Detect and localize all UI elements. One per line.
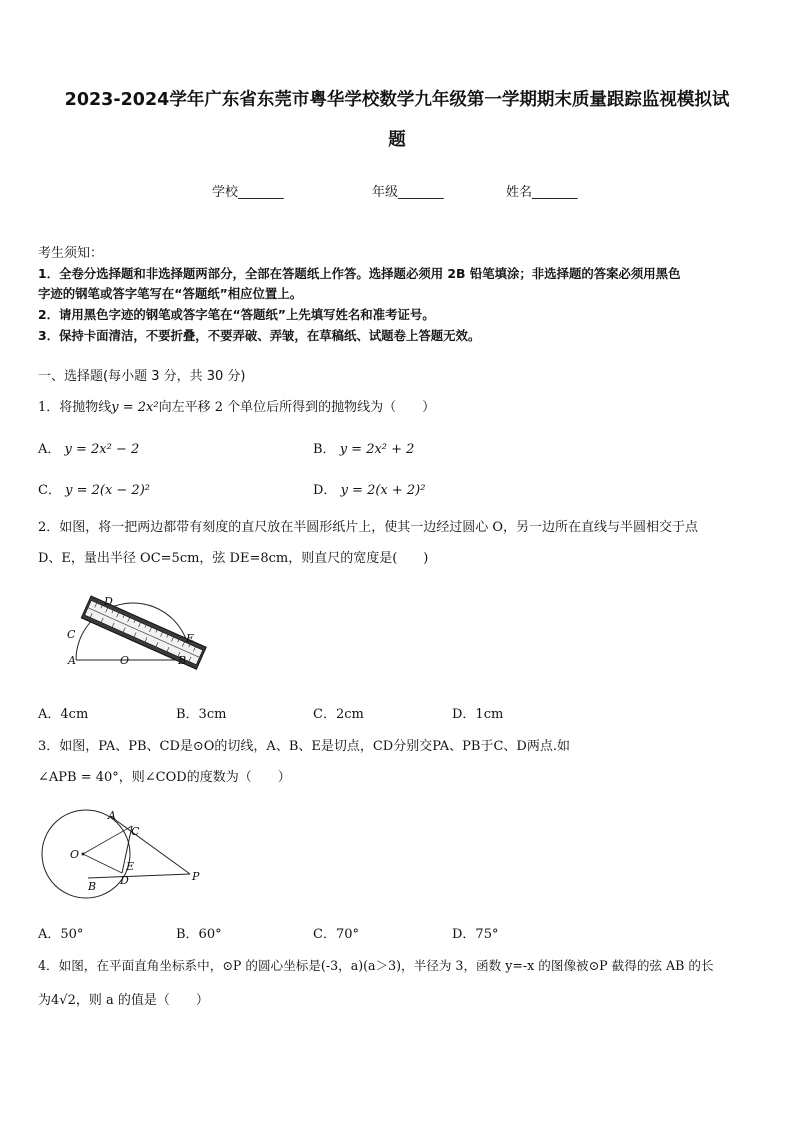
label-D: D (120, 874, 129, 887)
q1-option-a[interactable]: A． y = 2x² − 2 (38, 442, 140, 457)
question-2: 2．如图，将一把两边都带有刻度的直尺放在半圆形纸片上，使其一边经过圆心 O，另一边所在直线与半圆相交于点 (38, 520, 699, 535)
q1-prefix: 1．将抛物线 (38, 400, 112, 415)
segment-OD (83, 854, 122, 873)
grade-field[interactable]: 年级_______ (372, 185, 444, 200)
label-D: D (104, 595, 113, 608)
q1-option-b[interactable]: B． y = 2x² + 2 (313, 442, 415, 457)
q2-option-b[interactable]: B．3cm (176, 707, 227, 722)
q1-option-c[interactable]: C． y = 2(x − 2)² (38, 483, 150, 498)
label-E: E (186, 632, 195, 645)
page-title-continued: 题 (388, 130, 406, 150)
question-2-cont: D、E，量出半径 OC=5cm，弦 DE=8cm，则直尺的宽度是( ) (38, 551, 429, 566)
circle-O (42, 810, 130, 898)
question-4: 4．如图，在平面直角坐标系中，⊙P 的圆心坐标是(-3，a)(a＞3)，半径为 3，函数 y=-x 的图像被⊙P 截得的弦 AB 的长 (38, 958, 714, 973)
notice-item-1: 1．全卷分选择题和非选择题两部分，全部在答题纸上作答。选择题必须用 2B 铅笔填涂；非选择题的答案必须用黑色 (38, 266, 681, 281)
q3-option-d[interactable]: D．75° (452, 927, 499, 942)
notice-heading: 考生须知： (38, 246, 104, 261)
label-P: P (192, 870, 200, 883)
question-3: 3．如图，PA、PB、CD是⊙O的切线，A、B、E是切点，CD分别交PA、PB于C、D两点.如 (38, 739, 570, 754)
q1-expression: y = 2x² (111, 400, 159, 415)
q3-figure (38, 808, 213, 893)
q3-option-c[interactable]: C．70° (313, 927, 359, 942)
label-O: O (120, 654, 130, 667)
label-C: C (131, 825, 140, 838)
question-4-cont: 为4√2，则 a 的值是（ ） (38, 993, 209, 1008)
q1-suffix: 向左平移 2 个单位后所得到的抛物线为（ ） (158, 400, 436, 415)
q3-option-a[interactable]: A．50° (38, 927, 84, 942)
tangent-PB (88, 874, 190, 878)
notice-item-1-cont: 字迹的钢笔或答字笔写在“答题纸”相应位置上。 (38, 286, 303, 301)
q2-option-c[interactable]: C．2cm (313, 707, 364, 722)
label-C: C (67, 628, 76, 641)
notice-item-2: 2．请用黑色字迹的钢笔或答字笔在“答题纸”上先填写姓名和准考证号。 (38, 307, 435, 322)
q2-option-a[interactable]: A．4cm (38, 707, 89, 722)
section-heading: 一、选择题(每小题 3 分，共 30 分) (38, 369, 246, 384)
label-O: O (70, 848, 80, 861)
q1-option-d[interactable]: D． y = 2(x + 2)² (313, 483, 426, 498)
label-A: A (108, 809, 116, 822)
page-title: 2023-2024学年广东省东莞市粤华学校数学九年级第一学期期末质量跟踪监视模拟试 (64, 90, 730, 110)
school-field[interactable]: 学校_______ (212, 185, 284, 200)
label-B: B (178, 654, 187, 667)
q2-option-d[interactable]: D．1cm (452, 707, 504, 722)
tangent-PA (110, 816, 190, 874)
q4-chord-length: 4√2 (51, 993, 76, 1008)
question-1 (38, 399, 435, 417)
question-3-cont: ∠APB = 40°，则∠COD的度数为（ ） (38, 770, 291, 785)
label-E: E (126, 860, 135, 873)
student-info-fields (0, 181, 794, 201)
q3-option-b[interactable]: B．60° (176, 927, 222, 942)
label-B: B (88, 880, 97, 893)
name-field[interactable]: 姓名_______ (506, 185, 578, 200)
q2-figure (62, 594, 222, 684)
segment-OC (83, 826, 132, 854)
notice-item-3: 3．保持卡面清洁，不要折叠，不要弄破、弄皱，在草稿纸、试题卷上答题无效。 (38, 328, 481, 343)
label-A: A (68, 654, 76, 667)
